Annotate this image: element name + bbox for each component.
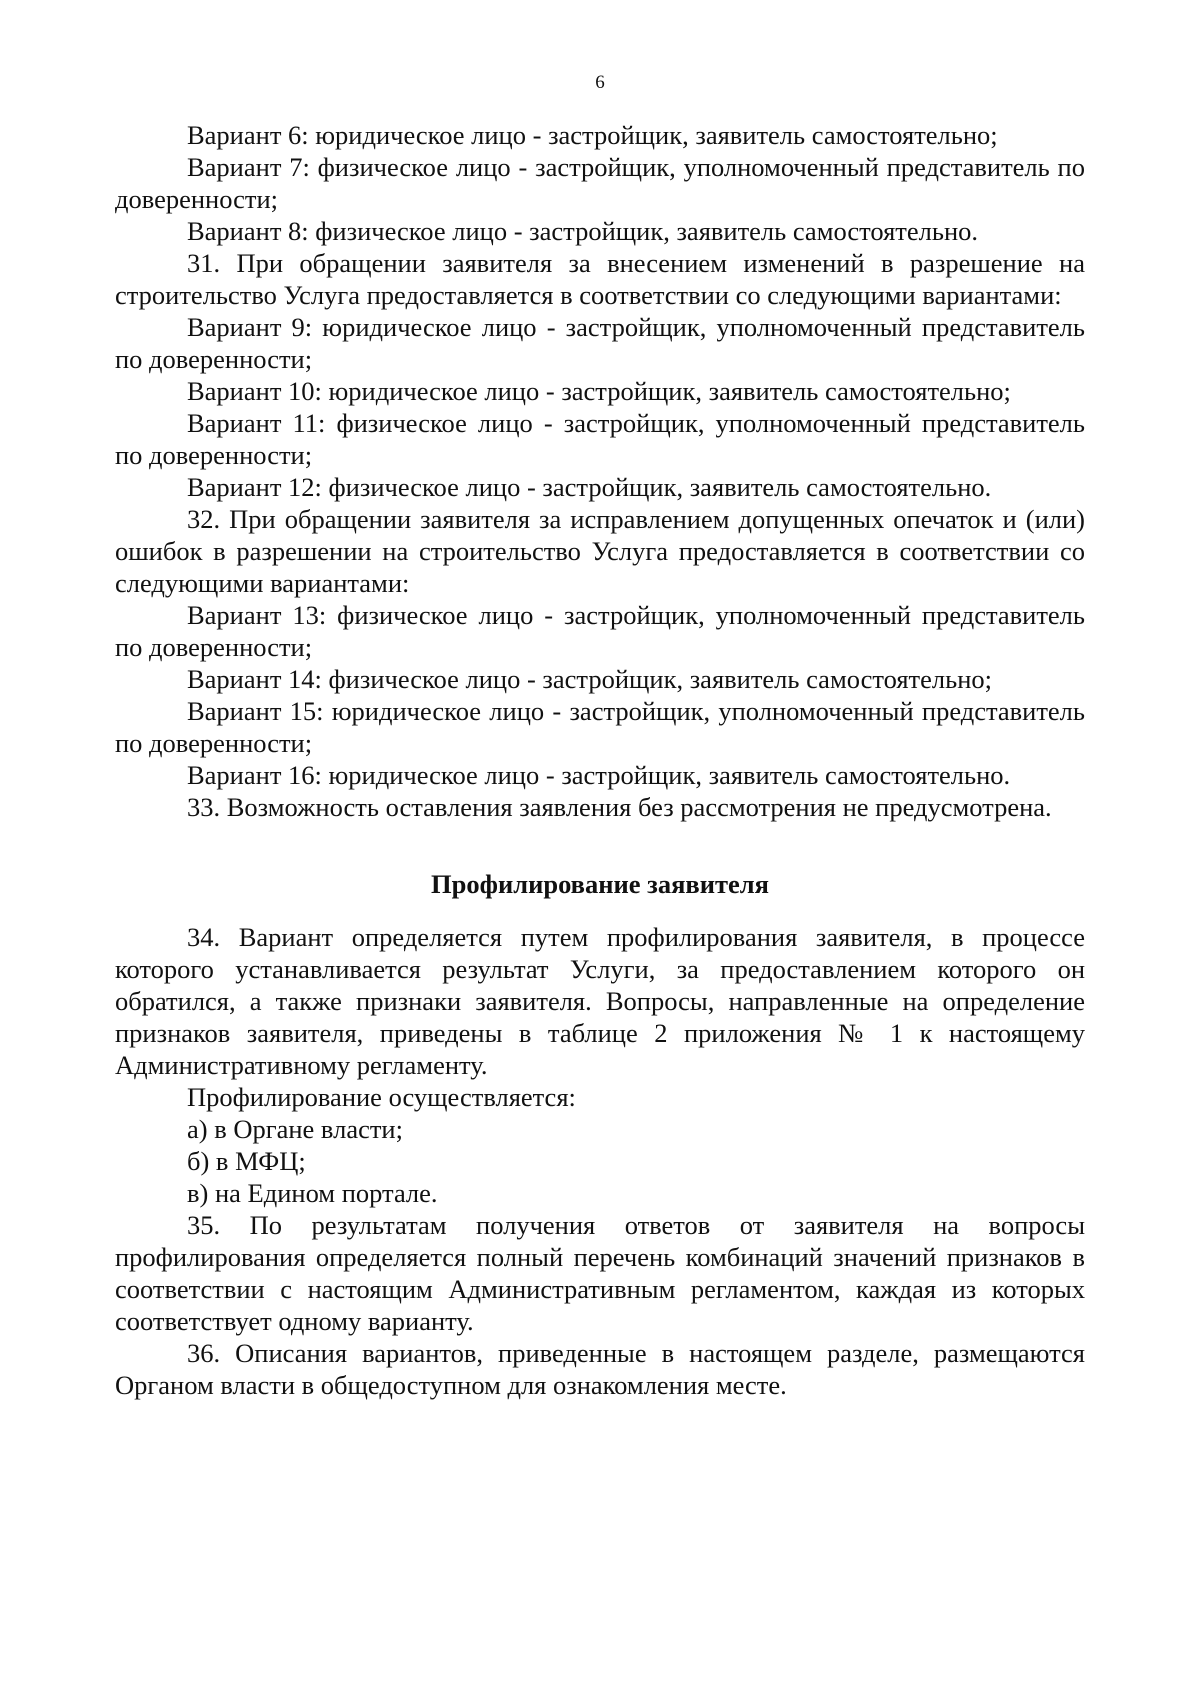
paragraph-profiling-intro: Профилирование осуществляется: <box>187 1082 576 1112</box>
paragraph-variant-15: Вариант 15: юридическое лицо - застройщик, уполномоченный представитель по доверенности; <box>115 696 1085 758</box>
paragraph-variant-13: Вариант 13: физическое лицо - застройщик, уполномоченный представитель по доверенности; <box>115 600 1085 662</box>
paragraph-variant-10: Вариант 10: юридическое лицо - застройщик, заявитель самостоятельно; <box>187 376 1011 406</box>
paragraph-variant-12: Вариант 12: физическое лицо - застройщик, заявитель самостоятельно. <box>187 472 992 502</box>
page-number: 6 <box>595 72 605 93</box>
paragraph-variant-16: Вариант 16: юридическое лицо - застройщик, заявитель самостоятельно. <box>187 760 1011 790</box>
paragraph-variant-9: Вариант 9: юридическое лицо - застройщик, уполномоченный представитель по доверенности; <box>115 312 1085 374</box>
list-item-v: в) на Едином портале. <box>187 1178 438 1208</box>
section-heading: Профилирование заявителя <box>431 869 769 899</box>
paragraph-variant-6: Вариант 6: юридическое лицо - застройщик, заявитель самостоятельно; <box>187 120 998 150</box>
paragraph-34: 34. Вариант определяется путем профилирования заявителя, в процессе которого устанавливается результат Услуги, за предоставлением которого он обратился, а также признаки заявителя. Вопросы, направленные на определение признаков заявителя, приведены в таблице 2 приложения № 1 к настоящему Административному регламенту. <box>115 922 1085 1080</box>
document-body <box>115 119 1085 1401</box>
paragraph-35: 35. По результатам получения ответов от заявителя на вопросы профилирования определяется полный перечень комбинаций значений признаков в соответствии с настоящим Административным регламентом, каждая из которых соответствует одному варианту. <box>115 1210 1085 1336</box>
paragraph-variant-7: Вариант 7: физическое лицо - застройщик, уполномоченный представитель по доверенности; <box>115 152 1085 214</box>
paragraph-variant-11: Вариант 11: физическое лицо - застройщик, уполномоченный представитель по доверенности; <box>115 408 1085 470</box>
paragraph-variant-14: Вариант 14: физическое лицо - застройщик, заявитель самостоятельно; <box>187 664 993 694</box>
paragraph-33: 33. Возможность оставления заявления без рассмотрения не предусмотрена. <box>187 792 1052 822</box>
paragraph-32: 32. При обращении заявителя за исправлением допущенных опечаток и (или) ошибок в разрешении на строительство Услуга предоставляется в соответствии со следующими вариантами: <box>115 504 1085 598</box>
paragraph-36: 36. Описания вариантов, приведенные в настоящем разделе, размещаются Органом власти в общедоступном для ознакомления месте. <box>115 1338 1085 1400</box>
list-item-a: а) в Органе власти; <box>187 1114 403 1144</box>
paragraph-31: 31. При обращении заявителя за внесением изменений в разрешение на строительство Услуга предоставляется в соответствии со следующими вариантами: <box>115 248 1085 310</box>
paragraph-variant-8: Вариант 8: физическое лицо - застройщик, заявитель самостоятельно. <box>187 216 979 246</box>
list-item-b: б) в МФЦ; <box>187 1146 306 1176</box>
